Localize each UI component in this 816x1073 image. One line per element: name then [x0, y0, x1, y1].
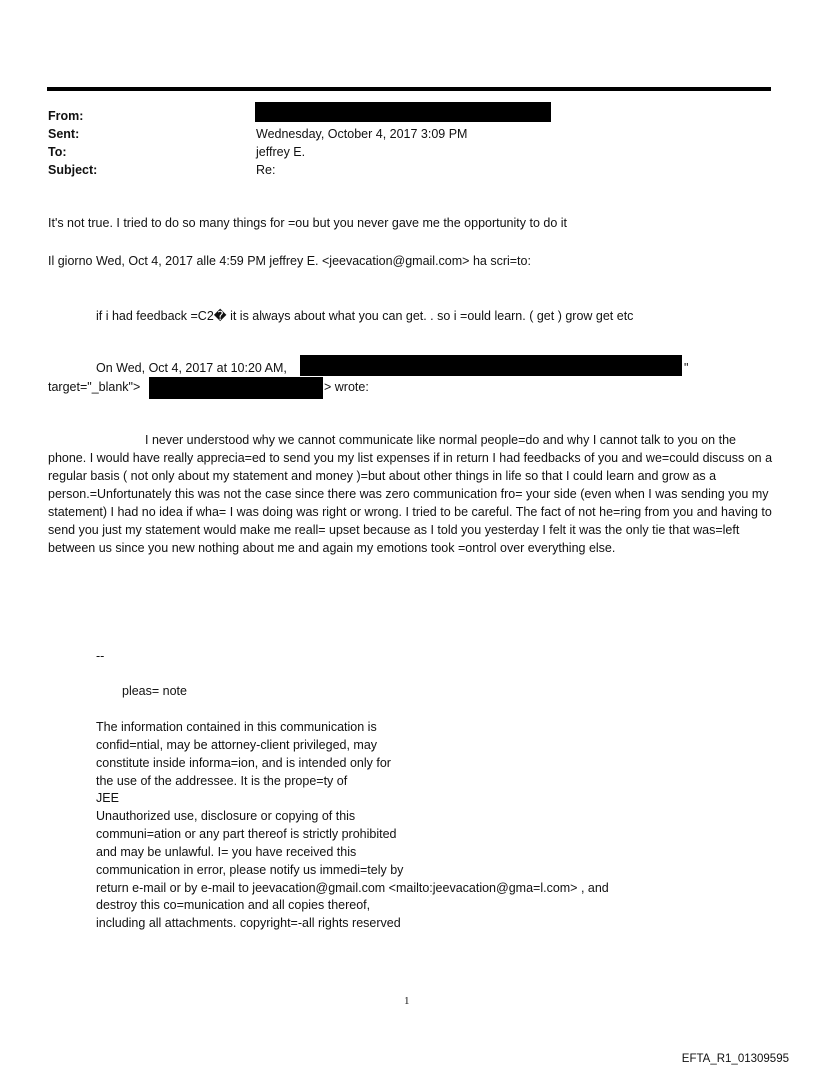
disclaimer-line: destroy this co=munication and all copies thereof,	[96, 898, 371, 912]
signature-dashes: --	[96, 649, 105, 663]
disclaimer-line: including all attachments. copyright=-all rights reserved	[96, 916, 401, 930]
sent-value: Wednesday, October 4, 2017 3:09 PM	[256, 127, 468, 141]
target-text: target="_blank">	[48, 380, 141, 394]
quote-mark: "	[684, 361, 689, 375]
email-redaction-1	[300, 355, 682, 376]
from-label: From:	[48, 109, 84, 123]
document-id: EFTA_R1_01309595	[681, 1053, 789, 1065]
disclaimer-line: and may be unlawful. I= you have received this	[96, 845, 357, 859]
to-label: To:	[48, 145, 67, 159]
disclaimer-line: confid=ntial, may be attorney-client privileged, may	[96, 738, 378, 752]
reply-text: It's not true. I tried to do so many things for =ou but you never gave me the opportunity to do it	[48, 216, 568, 230]
disclaimer-line: constitute inside informa=ion, and is intended only for	[96, 756, 391, 770]
disclaimer-line: communication in error, please notify us immedi=tely by	[96, 863, 404, 877]
disclaimer-line: The information contained in this communication is	[96, 720, 377, 734]
wrote-text: > wrote:	[324, 380, 369, 394]
disclaimer-line: the use of the addressee. It is the prope=ty of	[96, 774, 348, 788]
subject-value: Re:	[256, 163, 276, 177]
to-value: jeffrey E.	[256, 145, 306, 159]
email-redaction-2	[149, 377, 323, 399]
quote-intro: Il giorno Wed, Oct 4, 2017 alle 4:59 PM jeffrey E. <jeevacation@gmail.com> ha scri=to:	[48, 254, 531, 268]
long-paragraph: I never understood why we cannot communicate like normal people=do and why I cannot talk to you on the phone. I would have really apprecia=ed to send you my list expenses if in return I had feedbacks of you and we=could discuss on a regular basis ( not only about my statement and money )=but about other things in life so that I could learn and grow as a person.=Unfortunately this was not the case since there was zero communication fro= your side (even when I was sending you my statement) I had no idea if wha= I was doing was right or wrong. I tried to be careful. The fact of not he=ring from you and having to send you just my statement would make me reall= upset because as I told you yesterday I felt it was the only tie that was=left between us since you new nothing about me and again my emotions took =ontrol over everything else.	[48, 433, 773, 555]
sent-label: Sent:	[48, 127, 80, 141]
header-rule	[47, 87, 771, 91]
please-note: pleas= note	[122, 684, 187, 698]
from-redaction	[255, 102, 551, 122]
feedback-text: if i had feedback =C2� it is always about what you can get. . so i =ould learn. ( get ) grow get etc	[96, 309, 634, 323]
page-number: 1	[404, 995, 410, 1007]
disclaimer-line: Unauthorized use, disclosure or copying of this	[96, 809, 356, 823]
subject-label: Subject:	[48, 163, 98, 177]
on-date-line: On Wed, Oct 4, 2017 at 10:20 AM,	[96, 361, 287, 375]
disclaimer-line: return e-mail or by e-mail to jeevacation@gmail.com <mailto:jeevacation@gma=l.com> , and	[96, 881, 609, 895]
disclaimer-line: JEE	[96, 791, 119, 805]
disclaimer-line: communi=ation or any part thereof is strictly prohibited	[96, 827, 397, 841]
